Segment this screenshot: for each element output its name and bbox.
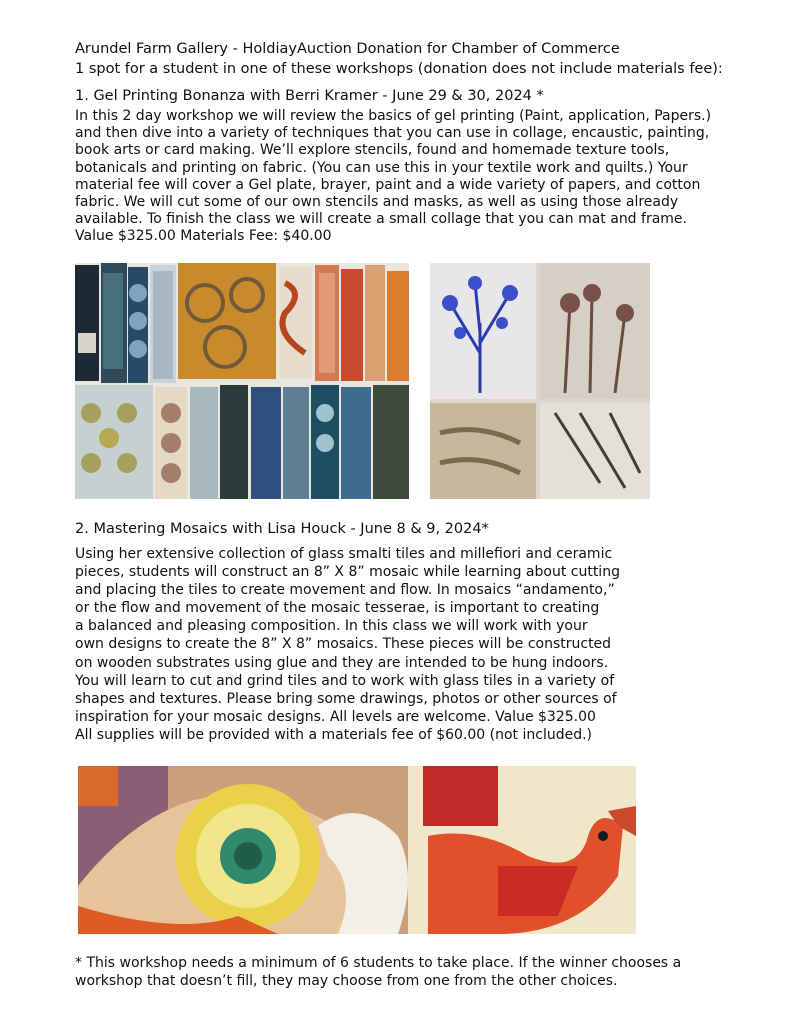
text-line: pieces, students will construct an 8” X 8” mosaic while learning about cutting — [75, 564, 620, 581]
text-line: botanicals and printing on fabric. (You can use this in your textile work and quilts.) Your — [75, 159, 688, 176]
page-title: Arundel Farm Gallery - HoldiayAuction Donation for Chamber of Commerce — [75, 41, 620, 57]
page-subtitle: 1 spot for a student in one of these workshops (donation does not include materials fee): — [75, 61, 723, 77]
workshop-2-heading: 2. Mastering Mosaics with Lisa Houck - June 8 & 9, 2024* — [75, 521, 489, 537]
workshop-1-description — [75, 108, 765, 246]
text-line: a balanced and pleasing composition. In this class we will work with your — [75, 618, 588, 635]
gel-prints-collage-image — [75, 263, 409, 499]
text-line: book arts or card making. We’ll explore stencils, found and homemade texture tools, — [75, 142, 670, 159]
text-line: and placing the tiles to create movement and flow. In mosaics “andamento,” — [75, 582, 615, 599]
workshop-1-heading: 1. Gel Printing Bonanza with Berri Kramer - June 29 & 30, 2024 * — [75, 88, 544, 104]
text-line: own designs to create the 8” X 8” mosaics. These pieces will be constructed — [75, 636, 612, 653]
botanical-prints-image — [430, 263, 650, 499]
text-line: * This workshop needs a minimum of 6 students to take place. If the winner chooses a — [75, 955, 682, 971]
text-line: You will learn to cut and grind tiles and to work with glass tiles in a variety of — [75, 672, 615, 689]
text-line: shapes and textures. Please bring some drawings, photos or other sources of — [75, 690, 617, 707]
mosaic-image — [78, 766, 636, 934]
text-line: workshop that doesn’t fill, they may choose from one from the other choices. — [75, 973, 618, 989]
text-line: In this 2 day workshop we will review the basics of gel printing (Paint, application, Papers.) — [75, 108, 712, 124]
text-line: or the flow and movement of the mosaic tesserae, is important to creating — [75, 600, 600, 617]
text-line: material fee will cover a Gel plate, brayer, paint and a wide variety of papers, and cotton — [75, 176, 701, 193]
workshop-1-value: Value $325.00 Materials Fee: $40.00 — [75, 228, 332, 245]
text-line: and then dive into a variety of techniques that you can use in collage, encaustic, painting, — [75, 125, 710, 142]
text-line: available. To finish the class we will create a small collage that you can mat and frame. — [75, 211, 687, 228]
text-line: on wooden substrates using glue and they are intended to be hung indoors. — [75, 654, 609, 671]
text-line: fabric. We will cut some of our own stencils and masks, as well as using those already — [75, 194, 679, 211]
footnote — [75, 954, 765, 990]
workshop-2-materials-fee: All supplies will be provided with a materials fee of $60.00 (not included.) — [75, 726, 593, 743]
text-line: Using her extensive collection of glass smalti tiles and millefiori and ceramic — [75, 546, 613, 562]
workshop-2-value: inspiration for your mosaic designs. All levels are welcome. Value $325.00 — [75, 708, 596, 725]
workshop-2-description — [75, 545, 735, 744]
